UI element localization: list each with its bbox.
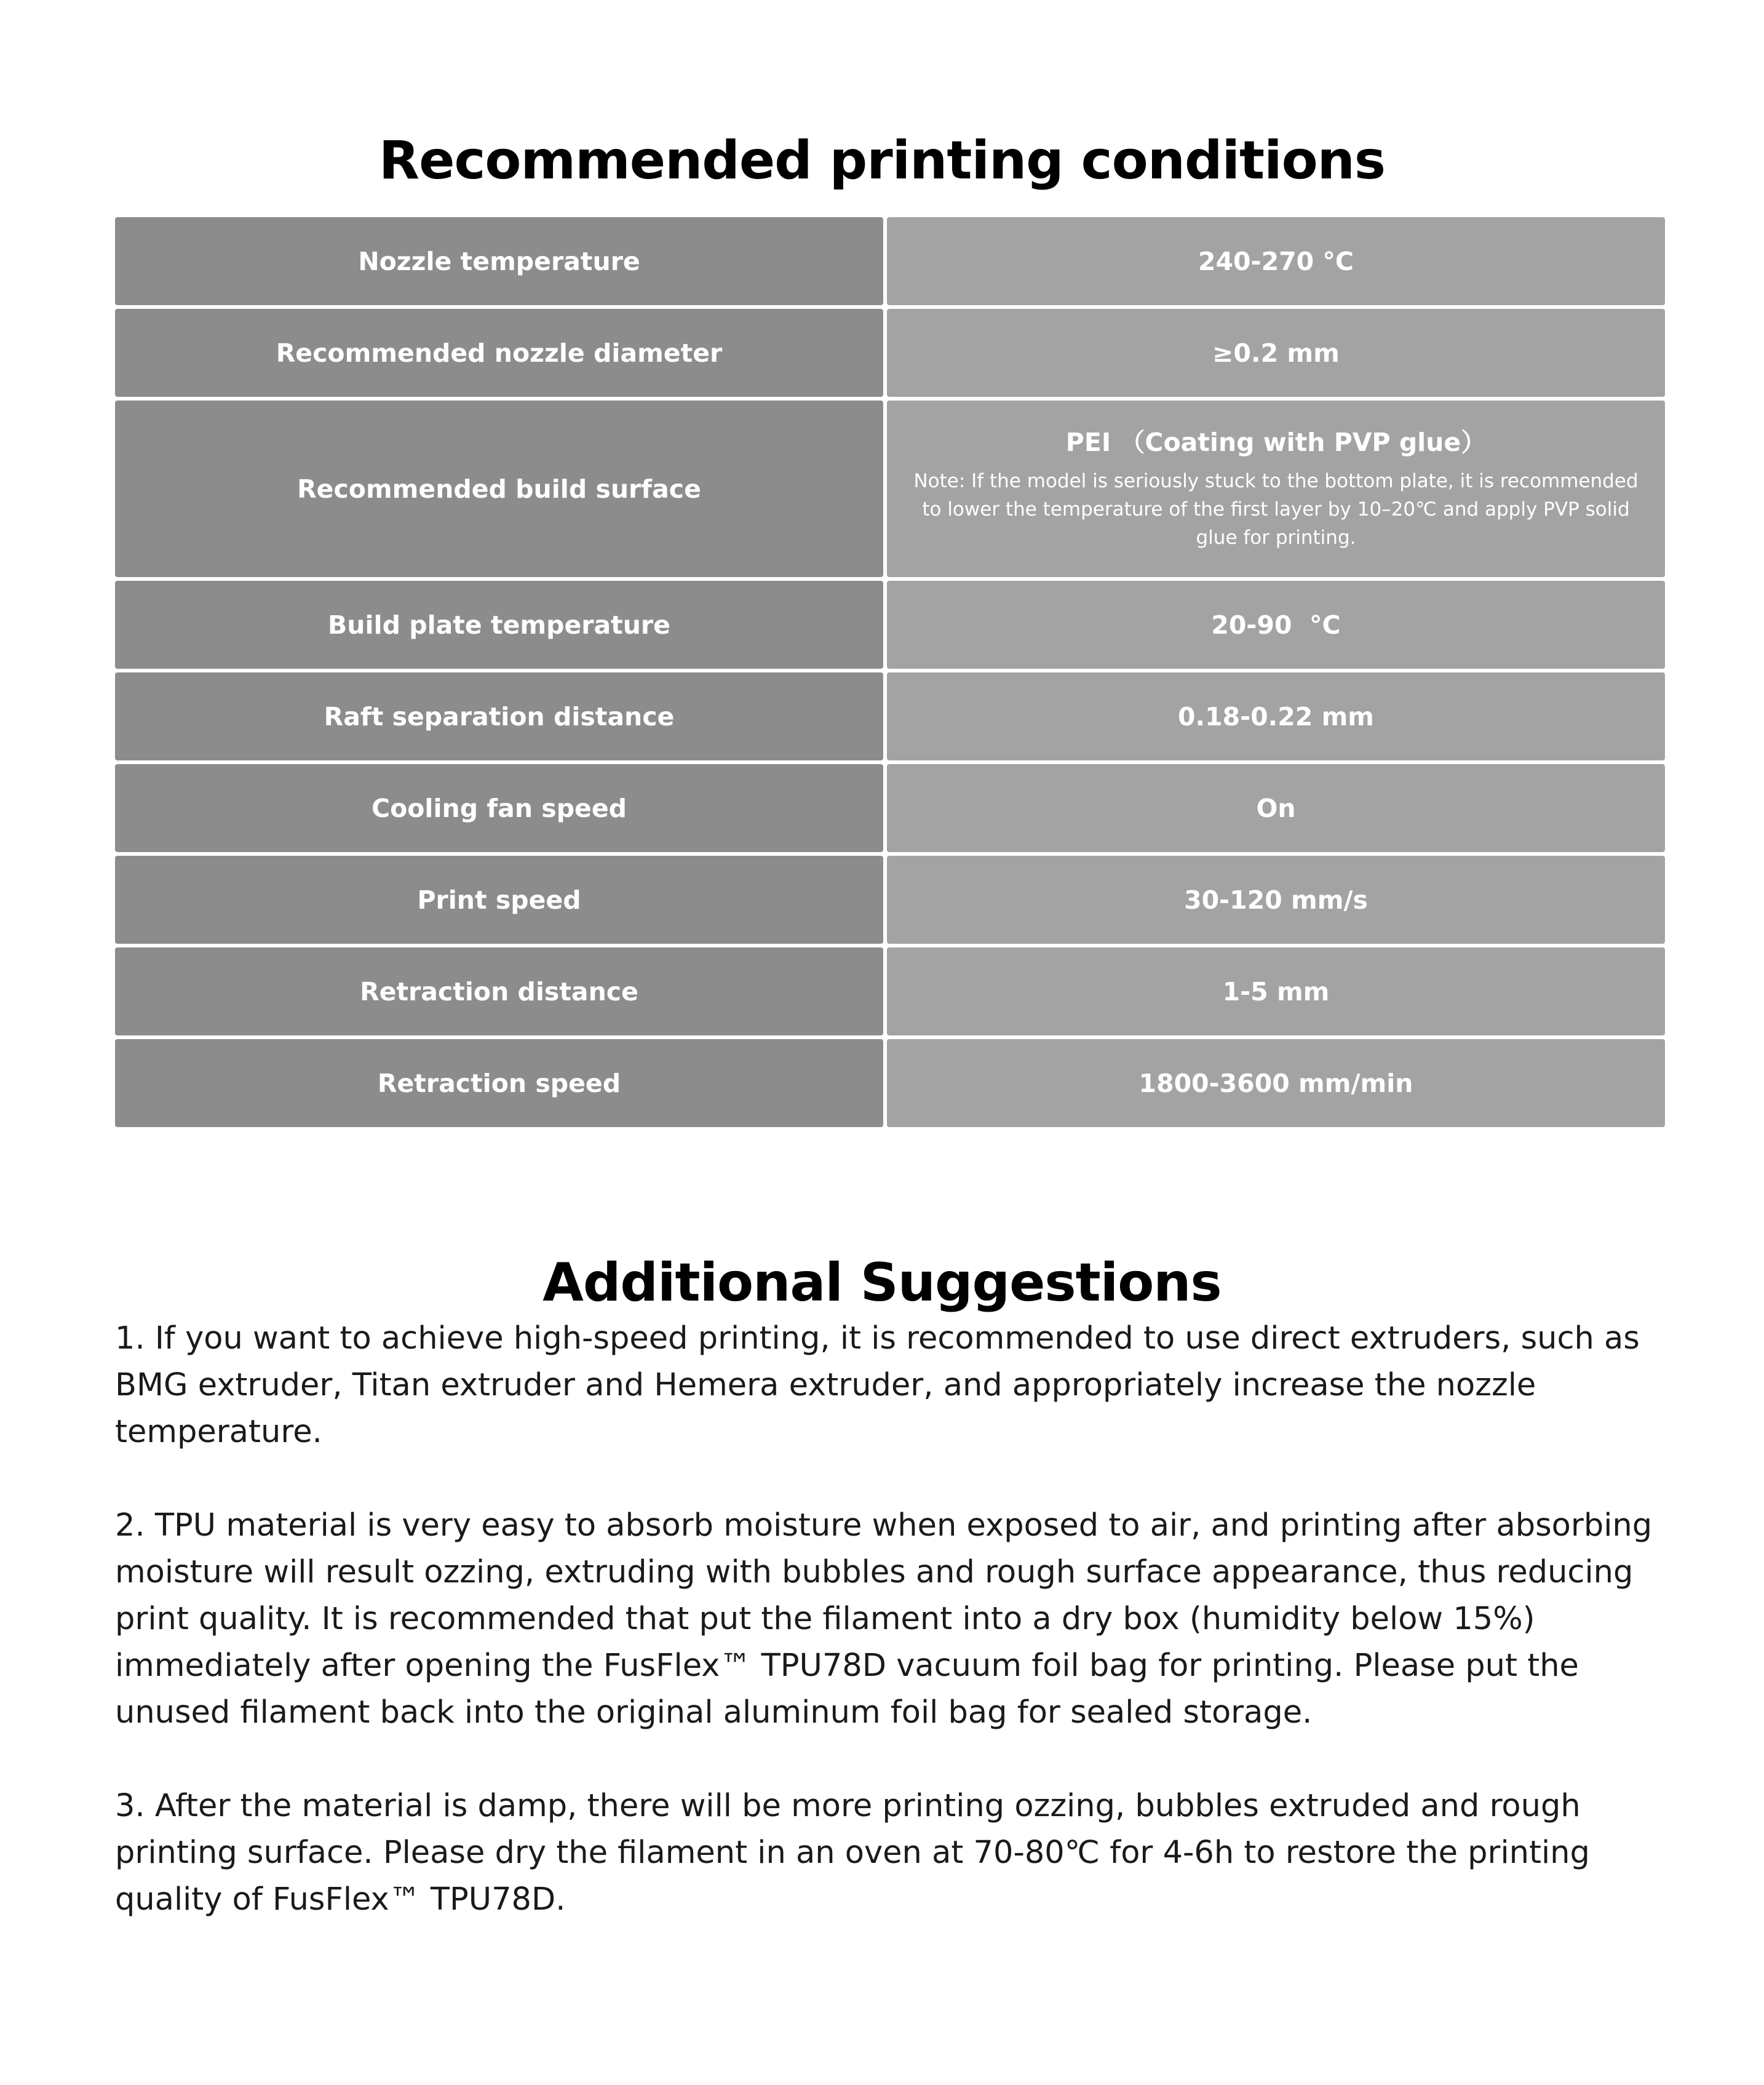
row-value-retraction-speed xyxy=(887,1039,1665,1127)
row-value-build-surface xyxy=(887,401,1665,577)
row-value-nozzle-diameter xyxy=(887,309,1665,397)
row-label-print-speed: Print speed xyxy=(115,856,883,944)
row-value-retraction-distance xyxy=(887,947,1665,1035)
value-text: ≥0.2 mm xyxy=(1212,338,1340,368)
value-text: 240-270 °C xyxy=(1198,246,1354,276)
row-value-raft-separation xyxy=(887,672,1665,760)
table-row xyxy=(115,309,1665,397)
row-label-retraction-distance: Retraction distance xyxy=(115,947,883,1035)
value-text: 20-90 °C xyxy=(1211,610,1341,640)
row-label-build-surface: Recommended build surface xyxy=(115,401,883,577)
build-surface-note: Note: If the model is seriously stuck to the bottom plate, it is recommended to lower the temperature of the first layer by 10–20℃ and apply PVP solid glue for printing. xyxy=(913,469,1639,549)
value-text: 0.18-0.22 mm xyxy=(1177,701,1375,732)
row-label-nozzle-diameter: Recommended nozzle diameter xyxy=(115,309,883,397)
row-label-cooling-fan-speed: Cooling fan speed xyxy=(115,764,883,852)
table-row xyxy=(115,856,1665,944)
suggestion-item: 3. After the material is damp, there will be more printing ozzing, bubbles extruded and rough printing surface. Please dry the filament in an oven at 70-80℃ for 4-6h to restore the printing quality of FusFlex™ TPU78D. xyxy=(115,1788,1590,1918)
suggestions-title: Additional Suggestions xyxy=(542,1251,1222,1314)
row-label-retraction-speed: Retraction speed xyxy=(115,1039,883,1127)
conditions-title: Recommended printing conditions xyxy=(378,129,1386,191)
row-label-build-plate-temperature: Build plate temperature xyxy=(115,581,883,669)
table-row xyxy=(115,947,1665,1035)
row-value-cooling-fan-speed xyxy=(887,764,1665,852)
value-text: On xyxy=(1256,793,1296,823)
row-value-build-plate-temperature xyxy=(887,581,1665,669)
table-row xyxy=(115,581,1665,669)
table-row xyxy=(115,672,1665,760)
value-text: 30-120 mm/s xyxy=(1184,885,1368,915)
value-text: 1800-3600 mm/min xyxy=(1138,1068,1413,1098)
table-row xyxy=(115,1039,1665,1127)
printing-conditions-table xyxy=(115,217,1665,1127)
value-text: PEI （Coating with PVP glue） xyxy=(1065,427,1487,457)
row-label-raft-separation: Raft separation distance xyxy=(115,672,883,760)
table-row xyxy=(115,764,1665,852)
suggestions-list xyxy=(115,1315,1665,1923)
table-row xyxy=(115,401,1665,577)
suggestion-item: 2. TPU material is very easy to absorb moisture when exposed to air, and printing after absorbing moisture will result ozzing, extruding with bubbles and rough surface appearance, thus reducing print quality. It is recommended that put the filament into a dry box (humidity below 15%) immediately after opening the FusFlex™ TPU78D vacuum foil bag for printing. Please put the unused filament back into the original aluminum foil bag for sealed storage. xyxy=(115,1507,1653,1731)
row-value-print-speed xyxy=(887,856,1665,944)
value-text: 1-5 mm xyxy=(1222,976,1330,1007)
table-row xyxy=(115,217,1665,305)
row-value-nozzle-temperature xyxy=(887,217,1665,305)
row-label-nozzle-temperature: Nozzle temperature xyxy=(115,217,883,305)
suggestion-item: 1. If you want to achieve high-speed printing, it is recommended to use direct extruders, such as BMG extruder, Titan extruder and Hemera extruder, and appropriately increase the nozzle temperature. xyxy=(115,1320,1640,1450)
